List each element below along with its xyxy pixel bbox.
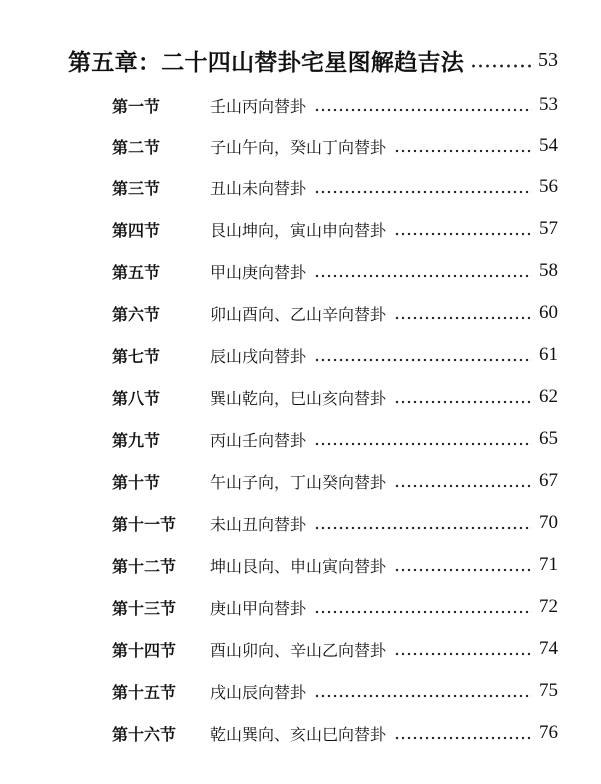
dot-leader xyxy=(314,693,532,699)
page-number: 61 xyxy=(539,344,558,365)
page-number: 72 xyxy=(539,596,558,617)
dot-leader xyxy=(394,483,532,489)
section-title: 丙山壬向替卦 xyxy=(210,430,307,450)
page-number: 70 xyxy=(539,512,558,533)
dot-leader xyxy=(394,735,532,741)
toc-entry xyxy=(112,214,558,244)
page-number: 75 xyxy=(539,680,558,701)
page-number: 65 xyxy=(539,428,558,449)
page-number: 56 xyxy=(539,176,558,197)
section-title: 午山子向，丁山癸向替卦 xyxy=(210,472,387,492)
section-number: 第七节 xyxy=(112,346,161,366)
section-number: 第十一节 xyxy=(112,514,177,534)
section-number: 第八节 xyxy=(112,388,161,408)
section-number: 第九节 xyxy=(112,430,161,450)
dot-leader xyxy=(394,651,532,657)
page-number: 76 xyxy=(539,722,558,743)
section-title: 酉山卯向、辛山乙向替卦 xyxy=(210,640,387,660)
toc-entry xyxy=(112,550,558,580)
toc-entry xyxy=(112,340,558,370)
dot-leader xyxy=(314,441,532,447)
toc-entry xyxy=(112,298,558,328)
section-number: 第十六节 xyxy=(112,724,177,744)
dot-leader xyxy=(394,148,532,154)
section-title: 未山丑向替卦 xyxy=(210,514,307,534)
dot-leader xyxy=(314,525,532,531)
section-number: 第十五节 xyxy=(112,682,177,702)
toc-entry xyxy=(112,382,558,412)
toc-entry xyxy=(112,466,558,496)
chapter-title: 第五章：二十四山替卦宅星图解趋吉法 xyxy=(68,49,465,76)
section-number: 第一节 xyxy=(112,96,161,116)
section-number: 第十四节 xyxy=(112,640,177,660)
dot-leader xyxy=(394,399,532,405)
section-number: 第五节 xyxy=(112,262,161,282)
section-title: 坤山艮向、申山寅向替卦 xyxy=(210,556,387,576)
section-title: 甲山庚向替卦 xyxy=(210,262,307,282)
toc-entry xyxy=(112,718,558,748)
section-title: 卯山酉向、乙山辛向替卦 xyxy=(210,304,387,324)
toc-entry xyxy=(112,172,558,202)
page-number: 62 xyxy=(539,386,558,407)
toc-entry xyxy=(112,131,558,161)
section-title: 壬山丙向替卦 xyxy=(210,96,307,116)
toc-entry xyxy=(112,424,558,454)
dot-leader xyxy=(394,315,532,321)
toc-entry xyxy=(112,676,558,706)
toc-entry xyxy=(112,592,558,622)
dot-leader xyxy=(314,609,532,615)
section-number: 第十节 xyxy=(112,472,161,492)
section-number: 第十二节 xyxy=(112,556,177,576)
toc-entry xyxy=(112,508,558,538)
dot-leader xyxy=(314,273,532,279)
section-number: 第二节 xyxy=(112,137,161,157)
section-title: 乾山巽向、亥山巳向替卦 xyxy=(210,724,387,744)
page-number: 53 xyxy=(539,94,558,115)
page-number: 57 xyxy=(539,218,558,239)
dot-leader xyxy=(314,107,532,113)
dot-leader xyxy=(394,567,532,573)
section-title: 子山午向，癸山丁向替卦 xyxy=(210,137,387,157)
section-number: 第三节 xyxy=(112,178,161,198)
page-number: 74 xyxy=(539,638,558,659)
toc-entry xyxy=(112,256,558,286)
section-title: 艮山坤向，寅山申向替卦 xyxy=(210,220,387,240)
page-number: 67 xyxy=(539,470,558,491)
section-title: 庚山甲向替卦 xyxy=(210,598,307,618)
page-number: 71 xyxy=(539,554,558,575)
section-title: 巽山乾向，巳山亥向替卦 xyxy=(210,388,387,408)
section-number: 第四节 xyxy=(112,220,161,240)
dot-leader xyxy=(314,357,532,363)
page-number: 54 xyxy=(539,135,558,156)
section-number: 第十三节 xyxy=(112,598,177,618)
page-number: 60 xyxy=(539,302,558,323)
toc-entry xyxy=(112,90,558,120)
section-title: 辰山戌向替卦 xyxy=(210,346,307,366)
dot-leader xyxy=(314,189,532,195)
dot-leader xyxy=(470,63,534,69)
section-number: 第六节 xyxy=(112,304,161,324)
section-title: 丑山未向替卦 xyxy=(210,178,307,198)
dot-leader xyxy=(394,231,532,237)
toc-entry xyxy=(112,634,558,664)
section-title: 戌山辰向替卦 xyxy=(210,682,307,702)
chapter-page-number: 53 xyxy=(538,48,558,71)
chapter-heading xyxy=(68,42,558,78)
page-number: 58 xyxy=(539,260,558,281)
